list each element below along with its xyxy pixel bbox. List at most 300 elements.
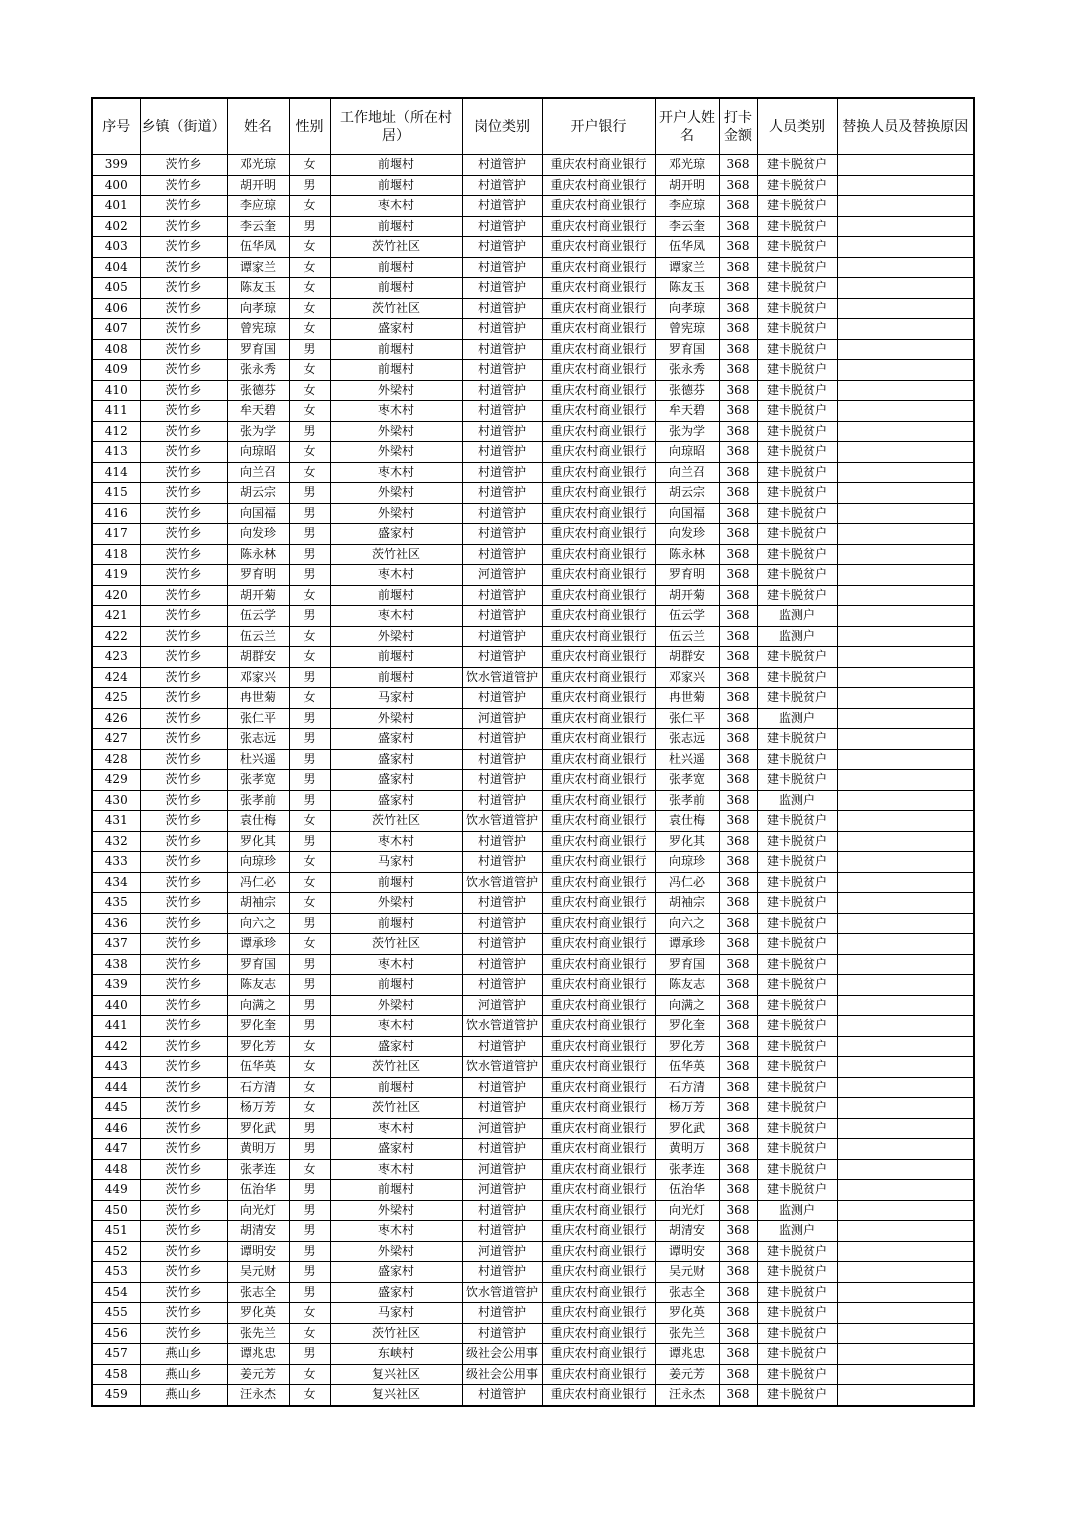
cell-work-address: 东峡村 [330, 1344, 462, 1365]
table-row [92, 278, 974, 299]
cell-amount: 368 [719, 1385, 757, 1406]
table-row [92, 401, 974, 422]
table-row [92, 852, 974, 873]
cell-post-type: 饮水管道管护 [462, 872, 542, 893]
cell-person-category: 建卡脱贫户 [757, 298, 837, 319]
cell-index: 432 [92, 831, 140, 852]
table-row [92, 1180, 974, 1201]
cell-account-holder: 张永秀 [655, 360, 719, 381]
cell-amount: 368 [719, 1159, 757, 1180]
cell-index: 411 [92, 401, 140, 422]
cell-name: 向光灯 [227, 1200, 289, 1221]
cell-gender: 男 [289, 524, 330, 545]
cell-person-category: 建卡脱贫户 [757, 688, 837, 709]
cell-index: 408 [92, 339, 140, 360]
table-row [92, 155, 974, 176]
cell-post-type: 村道管护 [462, 278, 542, 299]
cell-replacement [837, 216, 974, 237]
cell-post-type: 村道管护 [462, 483, 542, 504]
cell-bank: 重庆农村商业银行 [542, 483, 655, 504]
cell-account-holder: 罗化武 [655, 1118, 719, 1139]
cell-amount: 368 [719, 175, 757, 196]
cell-work-address: 枣木村 [330, 565, 462, 586]
cell-work-address: 外梁村 [330, 893, 462, 914]
cell-township: 茨竹乡 [140, 278, 227, 299]
cell-replacement [837, 647, 974, 668]
cell-amount: 368 [719, 401, 757, 422]
cell-index: 423 [92, 647, 140, 668]
cell-township: 燕山乡 [140, 1344, 227, 1365]
cell-person-category: 建卡脱贫户 [757, 216, 837, 237]
table-row [92, 339, 974, 360]
cell-index: 406 [92, 298, 140, 319]
table-row [92, 913, 974, 934]
cell-amount: 368 [719, 421, 757, 442]
cell-gender: 女 [289, 1303, 330, 1324]
cell-person-category: 建卡脱贫户 [757, 852, 837, 873]
cell-work-address: 枣木村 [330, 1221, 462, 1242]
cell-name: 张德芬 [227, 380, 289, 401]
table-row [92, 749, 974, 770]
cell-work-address: 前堰村 [330, 585, 462, 606]
table-row [92, 442, 974, 463]
cell-amount: 368 [719, 1118, 757, 1139]
cell-township: 茨竹乡 [140, 790, 227, 811]
cell-index: 418 [92, 544, 140, 565]
cell-township: 茨竹乡 [140, 524, 227, 545]
cell-bank: 重庆农村商业银行 [542, 360, 655, 381]
cell-bank: 重庆农村商业银行 [542, 278, 655, 299]
cell-name: 罗育国 [227, 339, 289, 360]
cell-bank: 重庆农村商业银行 [542, 298, 655, 319]
cell-person-category: 建卡脱贫户 [757, 1303, 837, 1324]
cell-index: 433 [92, 852, 140, 873]
cell-name: 张志远 [227, 729, 289, 750]
cell-gender: 女 [289, 811, 330, 832]
cell-gender: 女 [289, 257, 330, 278]
personnel-table [91, 97, 975, 1407]
cell-person-category: 建卡脱贫户 [757, 503, 837, 524]
cell-gender: 男 [289, 913, 330, 934]
cell-post-type: 村道管护 [462, 1200, 542, 1221]
table-row [92, 298, 974, 319]
cell-post-type: 村道管护 [462, 1098, 542, 1119]
table-row [92, 1036, 974, 1057]
cell-township: 茨竹乡 [140, 421, 227, 442]
cell-work-address: 茨竹社区 [330, 811, 462, 832]
col-header-township: 乡镇（街道） [140, 98, 227, 155]
cell-amount: 368 [719, 831, 757, 852]
cell-post-type: 村道管护 [462, 544, 542, 565]
cell-amount: 368 [719, 626, 757, 647]
cell-person-category: 建卡脱贫户 [757, 1159, 837, 1180]
cell-index: 407 [92, 319, 140, 340]
col-header-work-address: 工作地址（所在村居） [330, 98, 462, 155]
cell-gender: 女 [289, 319, 330, 340]
cell-work-address: 茨竹社区 [330, 1323, 462, 1344]
table-row [92, 667, 974, 688]
cell-person-category: 监测户 [757, 1200, 837, 1221]
cell-index: 449 [92, 1180, 140, 1201]
table-row [92, 1241, 974, 1262]
cell-bank: 重庆农村商业银行 [542, 503, 655, 524]
cell-post-type: 级社会公用事 [462, 1364, 542, 1385]
cell-bank: 重庆农村商业银行 [542, 1159, 655, 1180]
col-header-gender: 性别 [289, 98, 330, 155]
cell-account-holder: 谭家兰 [655, 257, 719, 278]
cell-account-holder: 胡群安 [655, 647, 719, 668]
cell-gender: 女 [289, 1364, 330, 1385]
cell-work-address: 马家村 [330, 688, 462, 709]
table-row [92, 995, 974, 1016]
cell-bank: 重庆农村商业银行 [542, 1385, 655, 1406]
table-row [92, 1385, 974, 1406]
cell-work-address: 前堰村 [330, 175, 462, 196]
cell-bank: 重庆农村商业银行 [542, 626, 655, 647]
cell-bank: 重庆农村商业银行 [542, 1303, 655, 1324]
cell-amount: 368 [719, 688, 757, 709]
cell-index: 439 [92, 975, 140, 996]
cell-township: 茨竹乡 [140, 975, 227, 996]
cell-township: 茨竹乡 [140, 319, 227, 340]
cell-work-address: 马家村 [330, 852, 462, 873]
cell-index: 416 [92, 503, 140, 524]
cell-gender: 男 [289, 339, 330, 360]
cell-index: 403 [92, 237, 140, 258]
cell-work-address: 茨竹社区 [330, 298, 462, 319]
cell-gender: 女 [289, 647, 330, 668]
cell-amount: 368 [719, 237, 757, 258]
table-row [92, 1077, 974, 1098]
cell-account-holder: 石方清 [655, 1077, 719, 1098]
cell-amount: 368 [719, 1303, 757, 1324]
cell-replacement [837, 1364, 974, 1385]
cell-amount: 368 [719, 565, 757, 586]
cell-account-holder: 牟天碧 [655, 401, 719, 422]
cell-account-holder: 向满之 [655, 995, 719, 1016]
table-row [92, 626, 974, 647]
cell-replacement [837, 954, 974, 975]
cell-replacement [837, 401, 974, 422]
cell-index: 405 [92, 278, 140, 299]
cell-person-category: 建卡脱贫户 [757, 831, 837, 852]
cell-bank: 重庆农村商业银行 [542, 401, 655, 422]
cell-account-holder: 伍华英 [655, 1057, 719, 1078]
cell-person-category: 建卡脱贫户 [757, 913, 837, 934]
cell-work-address: 盛家村 [330, 319, 462, 340]
cell-amount: 368 [719, 872, 757, 893]
cell-post-type: 村道管护 [462, 155, 542, 176]
cell-gender: 男 [289, 1118, 330, 1139]
cell-person-category: 建卡脱贫户 [757, 1262, 837, 1283]
cell-name: 胡袖宗 [227, 893, 289, 914]
cell-bank: 重庆农村商业银行 [542, 565, 655, 586]
cell-post-type: 村道管护 [462, 421, 542, 442]
cell-account-holder: 胡开菊 [655, 585, 719, 606]
cell-amount: 368 [719, 1200, 757, 1221]
cell-township: 茨竹乡 [140, 667, 227, 688]
cell-gender: 男 [289, 790, 330, 811]
table-row [92, 360, 974, 381]
cell-township: 茨竹乡 [140, 729, 227, 750]
cell-post-type: 河道管护 [462, 1241, 542, 1262]
cell-index: 414 [92, 462, 140, 483]
cell-gender: 男 [289, 544, 330, 565]
cell-name: 袁仕梅 [227, 811, 289, 832]
cell-work-address: 外梁村 [330, 1200, 462, 1221]
cell-index: 445 [92, 1098, 140, 1119]
cell-township: 茨竹乡 [140, 1077, 227, 1098]
cell-index: 401 [92, 196, 140, 217]
cell-replacement [837, 770, 974, 791]
cell-index: 417 [92, 524, 140, 545]
cell-account-holder: 姜元芳 [655, 1364, 719, 1385]
cell-bank: 重庆农村商业银行 [542, 1036, 655, 1057]
cell-name: 杜兴遥 [227, 749, 289, 770]
cell-name: 向发珍 [227, 524, 289, 545]
table-row [92, 975, 974, 996]
cell-township: 茨竹乡 [140, 1200, 227, 1221]
cell-replacement [837, 1200, 974, 1221]
col-header-index: 序号 [92, 98, 140, 155]
cell-amount: 368 [719, 852, 757, 873]
cell-person-category: 建卡脱贫户 [757, 893, 837, 914]
cell-account-holder: 陈友玉 [655, 278, 719, 299]
cell-work-address: 盛家村 [330, 1282, 462, 1303]
cell-index: 421 [92, 606, 140, 627]
cell-post-type: 村道管护 [462, 852, 542, 873]
cell-index: 442 [92, 1036, 140, 1057]
cell-replacement [837, 585, 974, 606]
cell-name: 伍华英 [227, 1057, 289, 1078]
cell-township: 茨竹乡 [140, 626, 227, 647]
cell-name: 伍治华 [227, 1180, 289, 1201]
cell-account-holder: 谭兆忠 [655, 1344, 719, 1365]
cell-gender: 男 [289, 975, 330, 996]
cell-person-category: 建卡脱贫户 [757, 811, 837, 832]
cell-township: 茨竹乡 [140, 216, 227, 237]
cell-township: 茨竹乡 [140, 544, 227, 565]
cell-replacement [837, 339, 974, 360]
cell-index: 422 [92, 626, 140, 647]
cell-person-category: 监测户 [757, 1221, 837, 1242]
cell-bank: 重庆农村商业银行 [542, 995, 655, 1016]
cell-amount: 368 [719, 1036, 757, 1057]
cell-name: 石方清 [227, 1077, 289, 1098]
cell-bank: 重庆农村商业银行 [542, 831, 655, 852]
cell-name: 杨万芳 [227, 1098, 289, 1119]
cell-bank: 重庆农村商业银行 [542, 339, 655, 360]
cell-name: 张先兰 [227, 1323, 289, 1344]
cell-replacement [837, 175, 974, 196]
cell-account-holder: 罗育国 [655, 954, 719, 975]
cell-post-type: 村道管护 [462, 913, 542, 934]
cell-bank: 重庆农村商业银行 [542, 1200, 655, 1221]
cell-work-address: 外梁村 [330, 1241, 462, 1262]
table-row [92, 544, 974, 565]
cell-bank: 重庆农村商业银行 [542, 1221, 655, 1242]
table-row [92, 790, 974, 811]
cell-bank: 重庆农村商业银行 [542, 1057, 655, 1078]
cell-post-type: 村道管护 [462, 1221, 542, 1242]
cell-bank: 重庆农村商业银行 [542, 790, 655, 811]
cell-work-address: 茨竹社区 [330, 1098, 462, 1119]
cell-post-type: 村道管护 [462, 257, 542, 278]
cell-bank: 重庆农村商业银行 [542, 1016, 655, 1037]
cell-account-holder: 张德芬 [655, 380, 719, 401]
cell-account-holder: 张为学 [655, 421, 719, 442]
cell-bank: 重庆农村商业银行 [542, 934, 655, 955]
cell-index: 453 [92, 1262, 140, 1283]
cell-bank: 重庆农村商业银行 [542, 257, 655, 278]
cell-account-holder: 罗育明 [655, 565, 719, 586]
cell-post-type: 村道管护 [462, 749, 542, 770]
cell-township: 茨竹乡 [140, 503, 227, 524]
cell-township: 茨竹乡 [140, 1118, 227, 1139]
cell-name: 罗化英 [227, 1303, 289, 1324]
cell-replacement [837, 1241, 974, 1262]
table-row [92, 1159, 974, 1180]
cell-post-type: 村道管护 [462, 729, 542, 750]
cell-amount: 368 [719, 257, 757, 278]
cell-index: 458 [92, 1364, 140, 1385]
cell-work-address: 枣木村 [330, 401, 462, 422]
cell-replacement [837, 421, 974, 442]
cell-account-holder: 胡袖宗 [655, 893, 719, 914]
cell-amount: 368 [719, 1221, 757, 1242]
cell-work-address: 枣木村 [330, 831, 462, 852]
cell-work-address: 枣木村 [330, 462, 462, 483]
cell-post-type: 村道管护 [462, 831, 542, 852]
cell-name: 谭明安 [227, 1241, 289, 1262]
cell-township: 茨竹乡 [140, 1303, 227, 1324]
cell-account-holder: 向琼昭 [655, 442, 719, 463]
cell-person-category: 监测户 [757, 626, 837, 647]
cell-person-category: 建卡脱贫户 [757, 462, 837, 483]
table-row [92, 1221, 974, 1242]
cell-replacement [837, 483, 974, 504]
cell-gender: 女 [289, 380, 330, 401]
cell-amount: 368 [719, 954, 757, 975]
cell-bank: 重庆农村商业银行 [542, 606, 655, 627]
cell-bank: 重庆农村商业银行 [542, 1180, 655, 1201]
cell-name: 谭承珍 [227, 934, 289, 955]
cell-replacement [837, 913, 974, 934]
cell-person-category: 建卡脱贫户 [757, 278, 837, 299]
cell-post-type: 村道管护 [462, 216, 542, 237]
cell-account-holder: 向孝琼 [655, 298, 719, 319]
cell-amount: 368 [719, 1344, 757, 1365]
cell-post-type: 村道管护 [462, 1385, 542, 1406]
cell-person-category: 建卡脱贫户 [757, 319, 837, 340]
cell-post-type: 村道管护 [462, 1262, 542, 1283]
cell-name: 张仁平 [227, 708, 289, 729]
cell-name: 谭兆忠 [227, 1344, 289, 1365]
cell-work-address: 前堰村 [330, 913, 462, 934]
cell-index: 420 [92, 585, 140, 606]
cell-gender: 女 [289, 1385, 330, 1406]
cell-township: 茨竹乡 [140, 1057, 227, 1078]
cell-post-type: 村道管护 [462, 606, 542, 627]
cell-gender: 男 [289, 483, 330, 504]
cell-person-category: 建卡脱贫户 [757, 339, 837, 360]
cell-account-holder: 罗化其 [655, 831, 719, 852]
cell-index: 455 [92, 1303, 140, 1324]
cell-township: 茨竹乡 [140, 298, 227, 319]
table-row [92, 380, 974, 401]
cell-name: 罗育国 [227, 954, 289, 975]
cell-bank: 重庆农村商业银行 [542, 852, 655, 873]
cell-account-holder: 罗化英 [655, 1303, 719, 1324]
cell-name: 曾宪琼 [227, 319, 289, 340]
cell-account-holder: 伍治华 [655, 1180, 719, 1201]
cell-amount: 368 [719, 893, 757, 914]
cell-account-holder: 胡清安 [655, 1221, 719, 1242]
cell-amount: 368 [719, 544, 757, 565]
cell-name: 邓家兴 [227, 667, 289, 688]
cell-index: 438 [92, 954, 140, 975]
cell-person-category: 建卡脱贫户 [757, 1016, 837, 1037]
cell-person-category: 建卡脱贫户 [757, 1139, 837, 1160]
table-row [92, 1098, 974, 1119]
cell-replacement [837, 975, 974, 996]
cell-work-address: 盛家村 [330, 729, 462, 750]
cell-bank: 重庆农村商业银行 [542, 442, 655, 463]
cell-name: 牟天碧 [227, 401, 289, 422]
cell-work-address: 外梁村 [330, 442, 462, 463]
cell-gender: 男 [289, 216, 330, 237]
cell-township: 茨竹乡 [140, 196, 227, 217]
cell-post-type: 村道管护 [462, 380, 542, 401]
cell-replacement [837, 1282, 974, 1303]
cell-amount: 368 [719, 1139, 757, 1160]
cell-amount: 368 [719, 585, 757, 606]
cell-name: 罗化芳 [227, 1036, 289, 1057]
cell-replacement [837, 790, 974, 811]
cell-name: 张为学 [227, 421, 289, 442]
cell-work-address: 前堰村 [330, 667, 462, 688]
cell-gender: 女 [289, 1036, 330, 1057]
cell-bank: 重庆农村商业银行 [542, 1241, 655, 1262]
cell-amount: 368 [719, 975, 757, 996]
cell-gender: 女 [289, 360, 330, 381]
cell-bank: 重庆农村商业银行 [542, 872, 655, 893]
cell-replacement [837, 360, 974, 381]
cell-gender: 男 [289, 749, 330, 770]
cell-replacement [837, 237, 974, 258]
cell-township: 茨竹乡 [140, 852, 227, 873]
cell-amount: 368 [719, 811, 757, 832]
cell-index: 431 [92, 811, 140, 832]
cell-bank: 重庆农村商业银行 [542, 708, 655, 729]
table-row [92, 216, 974, 237]
cell-township: 茨竹乡 [140, 175, 227, 196]
cell-replacement [837, 1303, 974, 1324]
cell-name: 陈友志 [227, 975, 289, 996]
cell-township: 茨竹乡 [140, 442, 227, 463]
table-row [92, 585, 974, 606]
cell-township: 茨竹乡 [140, 565, 227, 586]
cell-post-type: 村道管护 [462, 1303, 542, 1324]
cell-post-type: 河道管护 [462, 1180, 542, 1201]
cell-person-category: 建卡脱贫户 [757, 770, 837, 791]
cell-work-address: 盛家村 [330, 770, 462, 791]
cell-replacement [837, 1036, 974, 1057]
cell-gender: 女 [289, 155, 330, 176]
cell-account-holder: 张孝宽 [655, 770, 719, 791]
cell-index: 426 [92, 708, 140, 729]
cell-gender: 女 [289, 1159, 330, 1180]
